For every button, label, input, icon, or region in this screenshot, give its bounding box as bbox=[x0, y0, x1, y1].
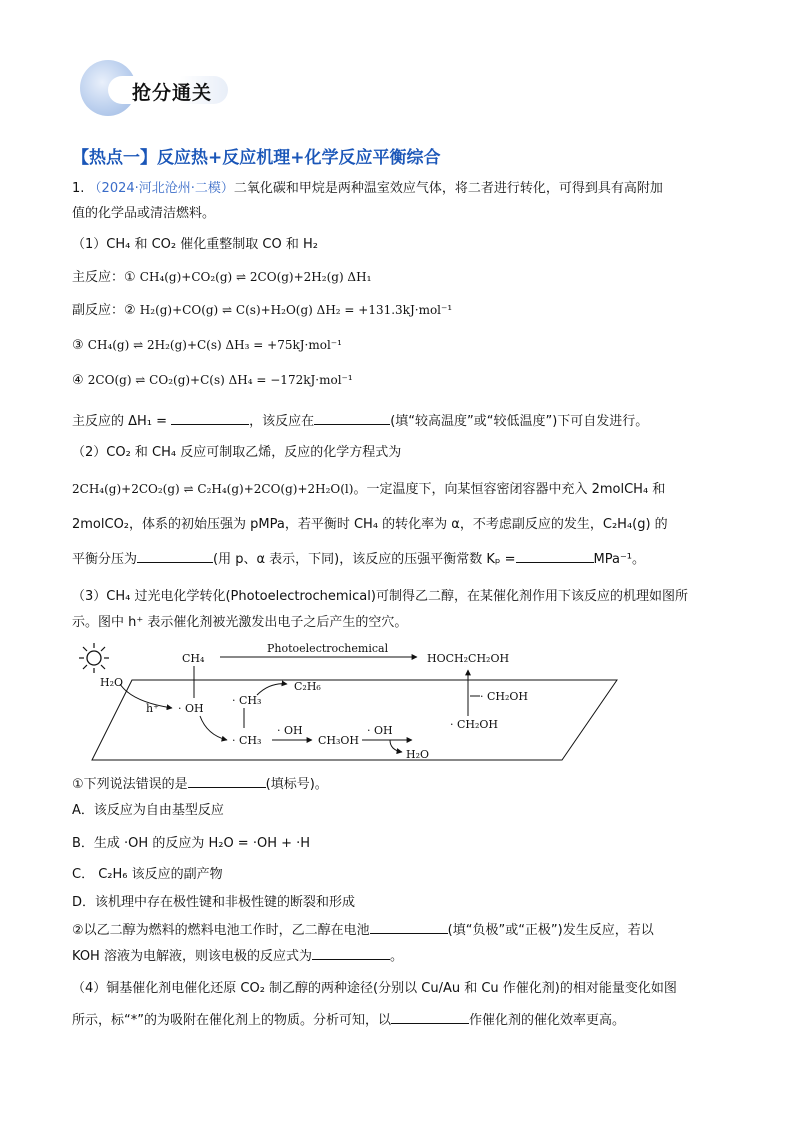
diagram-ch4: CH₄ bbox=[182, 652, 205, 665]
option-b: B．生成 ·OH 的反应为 H₂O = ·OH + ·H bbox=[72, 836, 311, 851]
q1-text-b: ，该反应在 bbox=[249, 414, 315, 429]
sub2-text-d: 。 bbox=[389, 949, 403, 964]
banner-title: 抢分通关 bbox=[132, 82, 213, 104]
diagram-ch2oh-lower: · CH₂OH bbox=[450, 718, 499, 731]
diagram-ch3-bottom: · CH₃ bbox=[232, 734, 262, 747]
part2-text-c3: MPa⁻¹。 bbox=[593, 552, 646, 567]
part2-text-a: 。一定温度下，向某恒容密闭容器中充入 2molCH₄ 和 bbox=[353, 482, 666, 497]
part2-equation: 2CH₄(g)+2CO₂(g) ⇌ C₂H₄(g)+2CO(g)+2H₂O(l) bbox=[72, 482, 354, 496]
diagram-oh: · OH bbox=[178, 702, 204, 715]
diagram-photo: Photoelectrochemical bbox=[267, 642, 389, 655]
answer-blank-catalyst[interactable] bbox=[391, 1010, 469, 1024]
reaction-3-equation: CH₄(g) ⇌ 2H₂(g)+C(s) ΔH₃ = +75kJ·mol⁻¹ bbox=[87, 338, 342, 352]
sub1-tail: (填标号)。 bbox=[265, 777, 328, 792]
answer-blank-dh1[interactable] bbox=[171, 411, 249, 425]
part3-text-a: （3）CH₄ 过光电化学转化(Photoelectrochemical)可制得乙二醇，在某催化剂作用下该反应的机理如图所 bbox=[72, 589, 688, 604]
reaction-3 bbox=[72, 336, 342, 355]
mechanism-diagram bbox=[72, 640, 632, 765]
part4-text-c: 作催化剂的催化效率更高。 bbox=[468, 1013, 625, 1028]
main-reaction-label: 主反应：① bbox=[72, 270, 136, 285]
sun-icon bbox=[79, 643, 109, 673]
part4-text-a: （4）铜基催化剂电催化还原 CO₂ 制乙醇的两种途径(分别以 Cu/Au 和 Cu 作催化剂)的相对能量变化如图 bbox=[72, 981, 677, 996]
answer-blank-temperature[interactable] bbox=[314, 411, 390, 425]
side-reaction bbox=[72, 301, 452, 320]
answer-blank-kp[interactable] bbox=[516, 549, 594, 563]
q1-source: （2024·河北沧州·二模） bbox=[88, 181, 234, 196]
part2-text-c1: 平衡分压为 bbox=[72, 552, 138, 567]
q1-blank-line bbox=[72, 411, 648, 431]
diagram-product: HOCH₂CH₂OH bbox=[427, 652, 510, 665]
mechanism-svg bbox=[72, 640, 632, 765]
option-a: A．该反应为自由基型反应 bbox=[72, 803, 224, 818]
q1-text-a: 主反应的 ΔH₁ = bbox=[72, 414, 172, 429]
reaction-4 bbox=[72, 371, 353, 390]
q1-text-c: (填“较高温度”或“较低温度”)下可自发进行。 bbox=[390, 414, 649, 429]
q1-number: 1. bbox=[72, 181, 85, 196]
sub2-text-c: KOH 溶液为电解液，则该电极的反应式为 bbox=[72, 949, 312, 964]
sub2-text-a: ②以乙二醇为燃料的燃料电池工作时，乙二醇在电池 bbox=[72, 923, 370, 938]
diagram-ch2oh-upper: · CH₂OH bbox=[480, 690, 529, 703]
diagram-ch3oh: CH₃OH bbox=[318, 734, 360, 747]
main-reaction-equation: CH₄(g)+CO₂(g) ⇌ 2CO(g)+2H₂(g) ΔH₁ bbox=[139, 270, 372, 284]
sub2-text-b: (填“负极”或“正极”)发生反应，若以 bbox=[447, 923, 654, 938]
answer-blank-electrode[interactable] bbox=[370, 920, 448, 934]
diagram-c2h6: C₂H₆ bbox=[294, 680, 321, 693]
diagram-ch3-top: · CH₃ bbox=[232, 694, 262, 707]
part2-intro: （2）CO₂ 和 CH₄ 反应可制取乙烯，反应的化学方程式为 bbox=[72, 445, 402, 460]
catalyst-surface bbox=[92, 680, 617, 760]
part3-text-b: 示。图中 h⁺ 表示催化剂被光激发出电子之后产生的空穴。 bbox=[72, 615, 408, 630]
part2-text-c2: (用 p、α 表示，下同)，该反应的压强平衡常数 Kₚ = bbox=[213, 552, 516, 567]
sub1-line bbox=[72, 774, 328, 794]
side-reaction-equation: H₂(g)+CO(g) ⇌ C(s)+H₂O(g) ΔH₂ = +131.3kJ·mol⁻¹ bbox=[139, 303, 453, 317]
diagram-hplus: h⁺ bbox=[146, 702, 159, 715]
part2-text-b: 2molCO₂，体系的初始压强为 pMPa，若平衡时 CH₄ 的转化率为 α，不考虑副反应的发生，C₂H₄(g) 的 bbox=[72, 517, 668, 532]
part2-blank-line bbox=[72, 549, 645, 569]
diagram-oh-arrow: · OH bbox=[277, 724, 303, 737]
answer-blank-electrode-reaction[interactable] bbox=[312, 946, 390, 960]
q1-intro-1: 二氧化碳和甲烷是两种温室效应气体，将二者进行转化，可得到具有高附加 bbox=[233, 181, 663, 196]
hotspot-heading: 【热点一】反应热+反应机理+化学反应平衡综合 bbox=[72, 148, 441, 168]
answer-blank-sub1[interactable] bbox=[188, 774, 266, 788]
part2-equation-line bbox=[72, 480, 665, 499]
q1-intro-2: 值的化学品或清洁燃料。 bbox=[72, 206, 216, 221]
option-c: C． C₂H₆ 该反应的副产物 bbox=[72, 867, 223, 882]
oh-to-ch3-arrow bbox=[200, 716, 227, 740]
sub1-text: ①下列说法错误的是 bbox=[72, 777, 188, 792]
section-banner bbox=[80, 60, 240, 120]
reaction-3-label: ③ bbox=[72, 338, 84, 353]
diagram-h2o: H₂O bbox=[100, 676, 124, 689]
sub2-line2 bbox=[72, 946, 403, 966]
answer-blank-partial-pressure[interactable] bbox=[137, 549, 213, 563]
diagram-oh-arrow2: · OH bbox=[367, 724, 393, 737]
side-reaction-label: 副反应：② bbox=[72, 303, 136, 318]
part1-intro: （1）CH₄ 和 CO₂ 催化重整制取 CO 和 H₂ bbox=[72, 237, 318, 252]
diagram-h2o-bottom: H₂O bbox=[406, 748, 430, 761]
reaction-4-equation: 2CO(g) ⇌ CO₂(g)+C(s) ΔH₄ = −172kJ·mol⁻¹ bbox=[87, 373, 353, 387]
q1-intro-line1 bbox=[72, 180, 663, 198]
option-d: D．该机理中存在极性键和非极性键的断裂和形成 bbox=[72, 895, 356, 910]
h2o-branch-arrow bbox=[390, 740, 402, 752]
c2h6-arrow bbox=[257, 684, 287, 695]
main-reaction bbox=[72, 268, 371, 287]
part4-text-b: 所示，标“*”的为吸附在催化剂上的物质。分析可知，以 bbox=[72, 1013, 391, 1028]
reaction-4-label: ④ bbox=[72, 373, 84, 388]
part4-line2 bbox=[72, 1010, 625, 1030]
sub2-line1 bbox=[72, 920, 654, 940]
